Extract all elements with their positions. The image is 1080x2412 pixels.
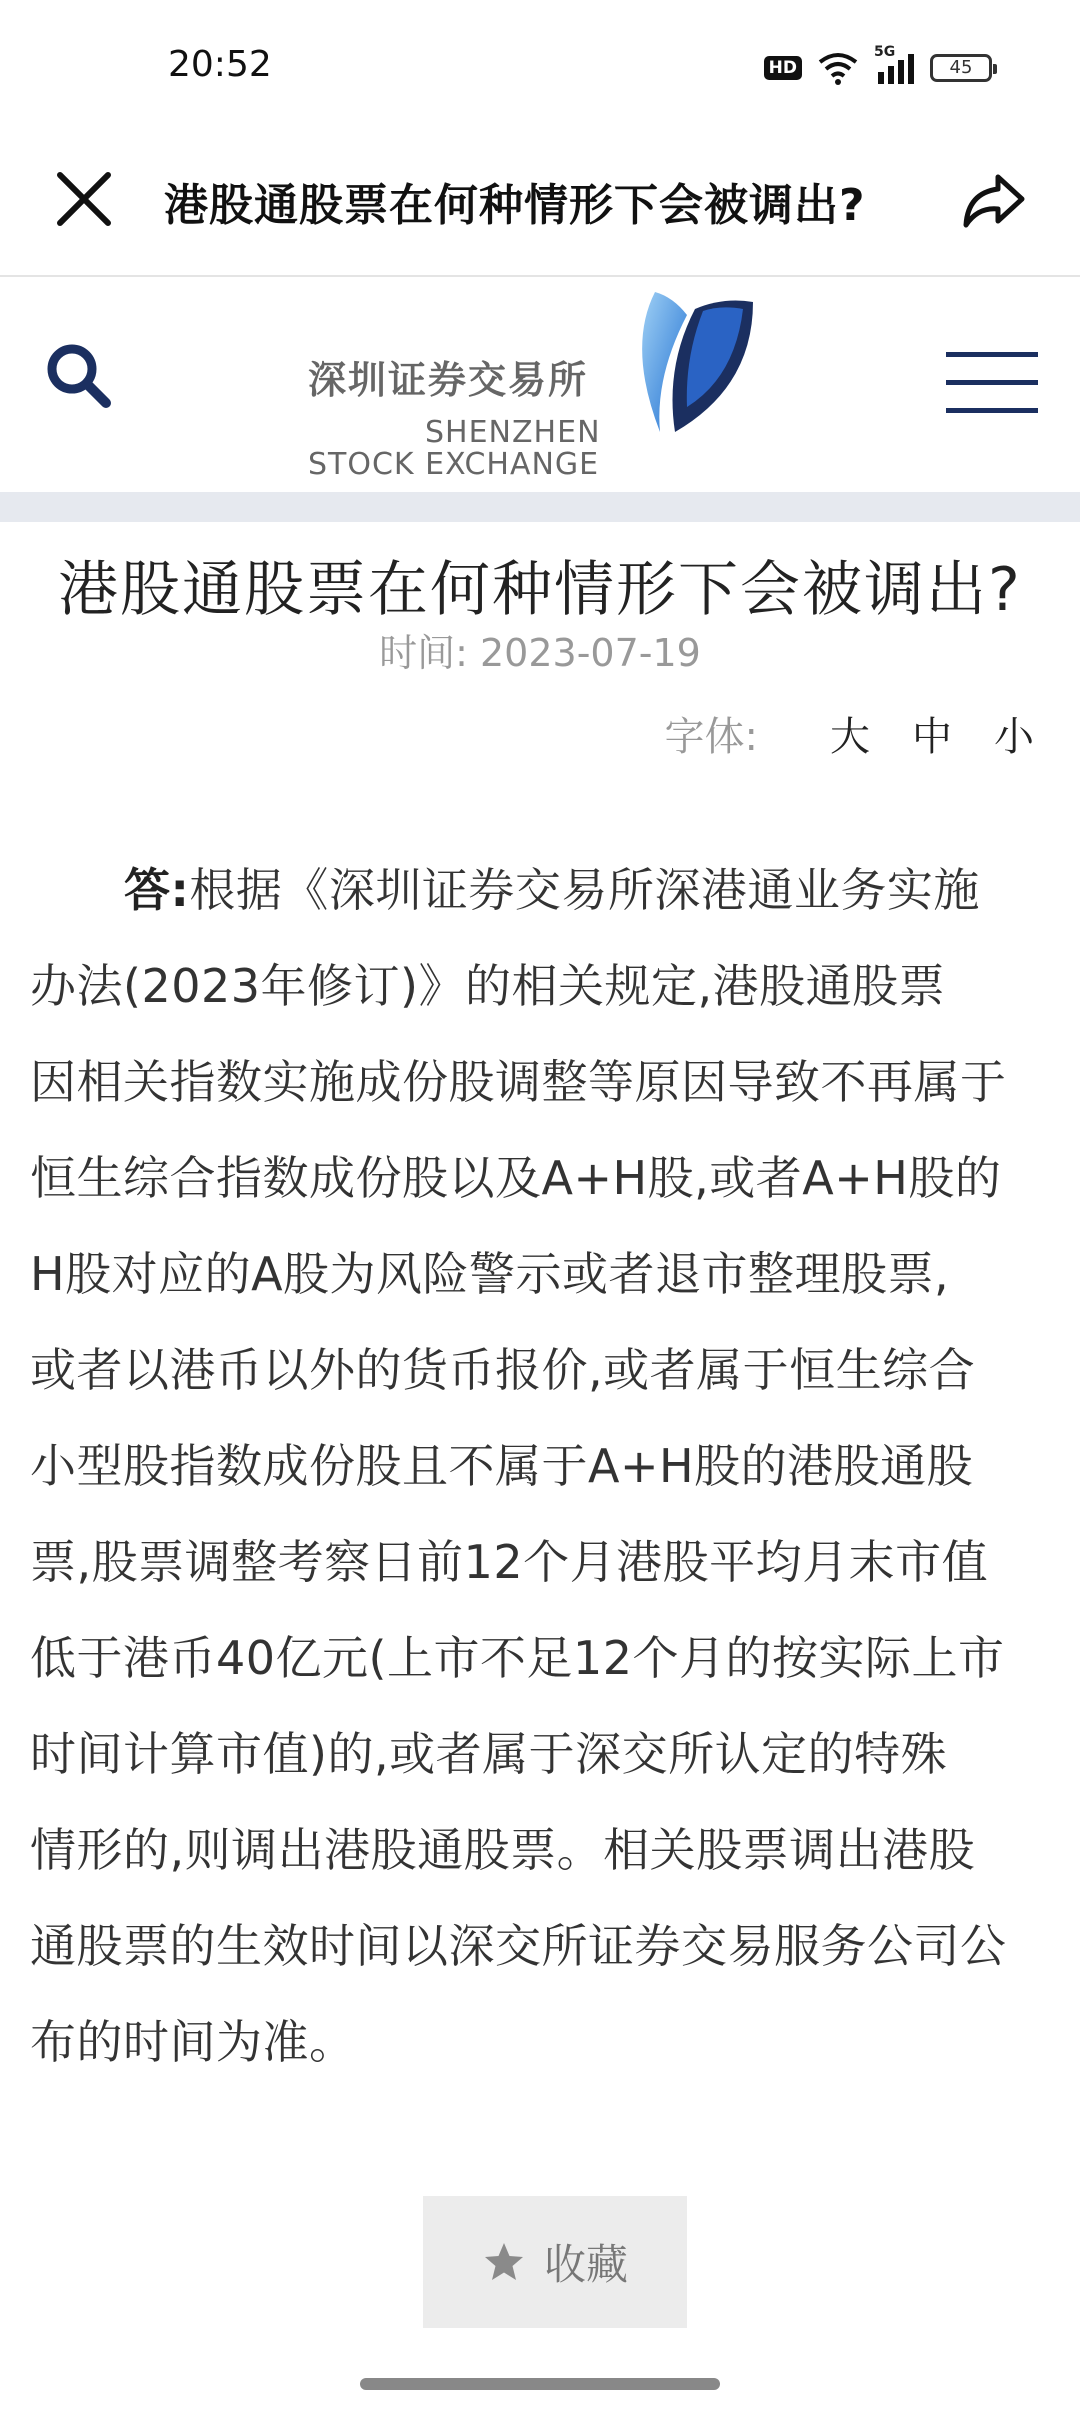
- article-line: 票,股票调整考察日前12个月港股平均月末市值: [30, 1535, 989, 1589]
- font-size-medium-button[interactable]: 中: [912, 714, 952, 760]
- article-body: [30, 842, 1054, 2090]
- status-time: 20:52: [168, 44, 272, 85]
- signal-icon: [874, 50, 916, 86]
- article-line: 低于港币40亿元(上市不足12个月的按实际上市: [30, 1631, 1005, 1685]
- wifi-icon: [816, 50, 860, 86]
- status-icons: [764, 46, 992, 90]
- logo-cn-text: 深圳证券交易所: [308, 358, 589, 402]
- battery-icon: 45: [930, 54, 992, 82]
- font-size-small-button[interactable]: 小: [994, 714, 1034, 760]
- logo-en-text-1: SHENZHEN: [425, 415, 601, 450]
- page-title: 港股通股票在何种情形下会被调出?: [164, 180, 866, 231]
- article-line: 或者以港币以外的货币报价,或者属于恒生综合: [30, 1343, 976, 1397]
- font-size-label: 字体:: [664, 714, 758, 760]
- article-line: 通股票的生效时间以深交所证券交易服务公司公: [30, 1919, 1007, 1973]
- article-title: 港股通股票在何种情形下会被调出?: [58, 555, 1022, 625]
- font-size-selector: [665, 705, 1034, 762]
- home-indicator[interactable]: [360, 2378, 720, 2390]
- title-bar: [0, 135, 1080, 275]
- article-line: 小型股指数成份股且不属于A+H股的港股通股: [30, 1439, 974, 1493]
- article-line: H股对应的A股为风险警示或者退市整理股票,: [30, 1247, 950, 1301]
- font-size-large-button[interactable]: 大: [830, 714, 870, 760]
- szse-logo[interactable]: [305, 287, 755, 482]
- logo-en-text-2: STOCK EXCHANGE: [308, 447, 600, 482]
- network-type: 5G: [874, 50, 916, 86]
- close-icon[interactable]: [50, 165, 120, 235]
- article-line: 办法(2023年修订)》的相关规定,港股通股票: [30, 959, 946, 1013]
- star-icon: [482, 2240, 526, 2284]
- article-line: 情形的,则调出港股通股票。相关股票调出港股: [30, 1823, 976, 1877]
- szse-logo-mark-icon: [625, 287, 755, 437]
- article-line: 恒生综合指数成份股以及A+H股,或者A+H股的: [30, 1151, 1002, 1205]
- header-separator-band: [0, 492, 1080, 522]
- article-line: 时间计算市值)的,或者属于深交所认定的特殊: [30, 1727, 948, 1781]
- article-time: 时间: 2023-07-19: [379, 631, 701, 675]
- search-icon[interactable]: [40, 337, 120, 417]
- menu-icon[interactable]: [946, 352, 1038, 414]
- hd-icon: HD: [764, 56, 802, 80]
- article-line: 答:根据《深圳证券交易所深港通业务实施: [124, 863, 980, 917]
- share-icon[interactable]: [956, 163, 1032, 239]
- site-header: [0, 277, 1080, 492]
- favorite-label: 收藏: [543, 2240, 628, 2289]
- article-line: 布的时间为准。: [30, 2015, 356, 2069]
- status-bar: [0, 0, 1080, 135]
- article-line: 因相关指数实施成份股调整等原因导致不再属于: [30, 1055, 1007, 1109]
- answer-label: 答:: [124, 863, 190, 917]
- favorite-button[interactable]: [423, 2196, 687, 2328]
